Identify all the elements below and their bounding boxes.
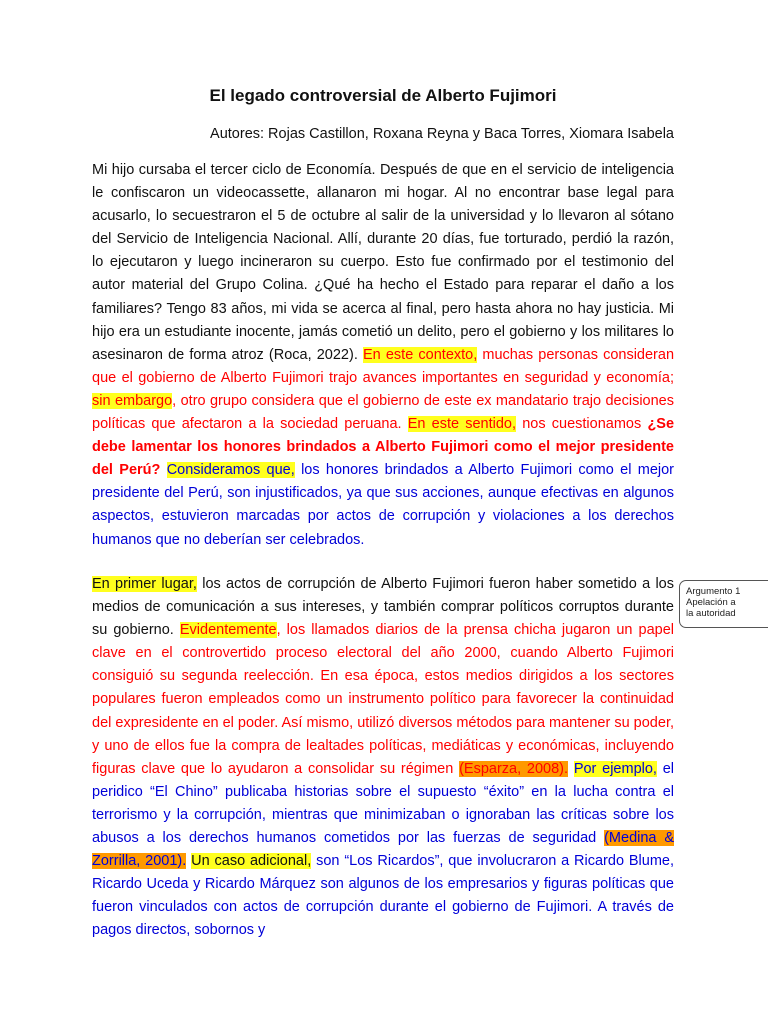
comment-line-2: Apelación a bbox=[686, 597, 736, 608]
document-title: El legado controversial de Alberto Fujimori bbox=[209, 86, 557, 105]
argument-sentence-2: , los llamados diarios de la prensa chicha jugaron un papel clave en el controvertido proceso electoral del año 2000, cuando Alberto Fujimori consiguió su segunda reelección. En esa época, estos medios dirigidos a los sectores populares fueron empleados como un instrumento político para favorecer la continuidad del expresidente en el poder. Así mismo, utilizó diversos métodos para mantener su poder, y uno de ellos fue la compra de lealtades políticas, mediáticas y económicas, incluyendo figuras clave que lo ayudaron a consolidar su régimen bbox=[92, 622, 674, 777]
connector-however: sin embargo bbox=[92, 392, 173, 409]
intro-testimony: Mi hijo cursaba el tercer ciclo de Economía. Después de que en el servicio de inteligencia le confiscaron un videocassette, allanaron mi hogar. Al no encontrar base legal para acusarlo, lo secuestraron el 5 de octubre al salir de la universidad y lo llevaron al sótano del Servicio de Inteligencia Nacional. Allí, durante 20 días, fue torturado, perdió la razón, lo ejecutaron y luego incineraron su cuerpo. Esto fue confirmado por el testimonio del autor material del Grupo Colina. ¿Qué ha hecho el Estado para reparar el daño a los familiares? Tengo 83 años, mi vida se acerca al final, pero hasta ahora no hay justicia. Mi hijo era un estudiante inocente, jamás cometió un delito, pero el gobierno y los militares lo asesinaron de forma atroz (Roca, 2022). bbox=[92, 162, 674, 363]
argument-sentence-3: el peridico “El Chino” publicaba historias sobre el supuesto “éxito” en la lucha contra el terrorismo y la corrupción, mientras que minimizaban o ignoraban las críticas sobre los abusos a los derechos humanos cometidos por las fuerzas de seguridad bbox=[92, 760, 675, 847]
paragraph-introduction bbox=[92, 159, 674, 552]
citation-esparza: (Esparza, 2008). bbox=[459, 760, 569, 777]
margin-comment[interactable] bbox=[679, 580, 768, 628]
connector-first: En primer lugar, bbox=[92, 576, 197, 592]
research-question: ¿Se debe lamentar los honores brindados a Alberto Fujimori como el mejor presidente del Perú? bbox=[92, 416, 675, 479]
connector-for-example: Por ejemplo, bbox=[573, 760, 657, 777]
connector-in-this-sense: En este sentido, bbox=[407, 416, 517, 433]
comment-line-3: la autoridad bbox=[686, 608, 736, 619]
connector-evidently: Evidentemente bbox=[179, 622, 277, 639]
intro-sentence-3: , otro grupo considera que el gobierno de este ex mandatario trajo decisiones políticas que afectaron a la sociedad peruana. bbox=[92, 392, 674, 433]
argument-sentence-4: son “Los Ricardos”, que involucraron a Ricardo Blume, Ricardo Uceda y Ricardo Márquez son algunos de los empresarios y figuras políticas que fueron vinculados con actos de corrupción durante el gobierno de Fujimori. A través de pagos directos, sobornos y bbox=[92, 853, 674, 939]
paragraph-argument-1 bbox=[92, 573, 674, 943]
connector-we-consider: Consideramos que, bbox=[166, 462, 295, 479]
intro-sentence-2: muchas personas consideran que el gobierno de Alberto Fujimori trajo avances importantes en seguridad y economía; bbox=[92, 346, 675, 386]
intro-sentence-4: nos cuestionamos bbox=[522, 416, 642, 433]
citation-medina-zorrilla: (Medina & Zorrilla, 2001). bbox=[92, 830, 675, 870]
document-authors: Autores: Rojas Castillon, Roxana Reyna y Baca Torres, Xiomara Isabela bbox=[210, 126, 674, 142]
thesis-statement: los honores brindados a Alberto Fujimori como el mejor presidente del Perú, son injustificados, ya que sus acciones, aunque efectivas en algunos aspectos, estuvieron marcadas por actos de corrupción y violaciones a los derechos humanos que no deberían ser celebrados. bbox=[92, 462, 674, 548]
connector-context: En este contexto, bbox=[363, 346, 478, 363]
comment-line-1: Argumento 1 bbox=[686, 586, 741, 597]
connector-additional-case: Un caso adicional, bbox=[191, 853, 312, 870]
argument-sentence-1: los actos de corrupción de Alberto Fujimori fueron haber sometido a los medios de comunicación a sus intereses, y también comprar políticos corruptos durante su gobierno. bbox=[92, 576, 674, 639]
